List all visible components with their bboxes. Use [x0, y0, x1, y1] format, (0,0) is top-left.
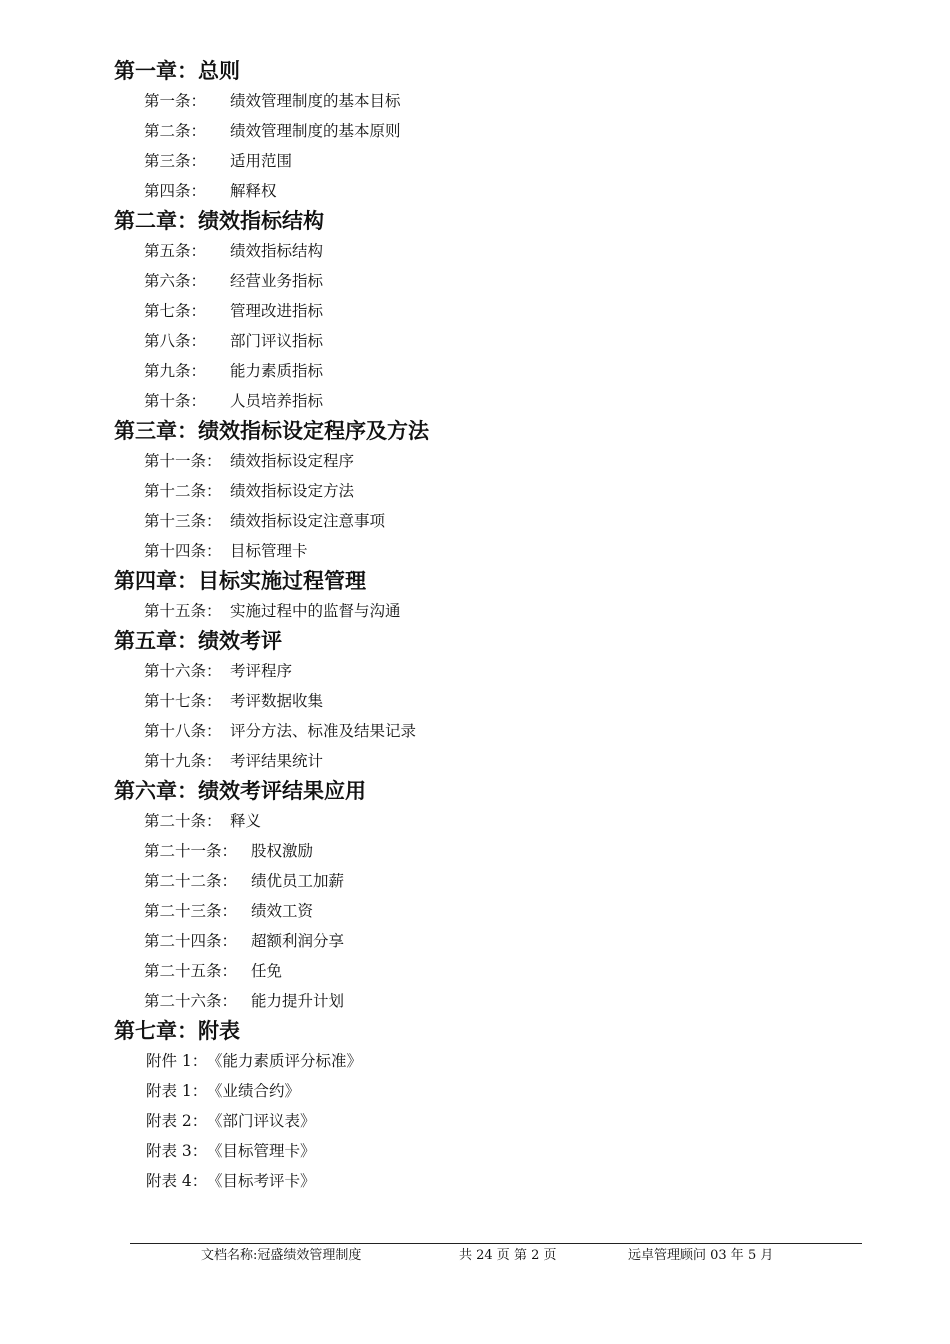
article-title: 《部门评议表》: [207, 1112, 316, 1130]
toc-item: [114, 176, 874, 206]
article-number: 附表 4：: [146, 1172, 208, 1190]
article-title: 绩优员工加薪: [251, 872, 345, 890]
article-title: 绩效管理制度的基本目标: [230, 92, 401, 110]
article-title: 绩效指标结构: [230, 242, 324, 260]
article-title: 解释权: [230, 182, 277, 200]
toc-item: [114, 386, 874, 416]
toc-item: [114, 956, 874, 986]
article-title: 考评结果统计: [230, 752, 324, 770]
toc-item: [114, 236, 874, 266]
article-number: 第十一条：: [144, 452, 222, 470]
article-number: 第二十一条：: [144, 842, 238, 860]
toc-item: [114, 686, 874, 716]
article-number: 第十九条：: [144, 752, 222, 770]
chapter-heading: 第三章：绩效指标设定程序及方法: [114, 419, 429, 443]
article-title: 人员培养指标: [230, 392, 324, 410]
article-number: 第十八条：: [144, 722, 222, 740]
article-title: 目标管理卡: [230, 542, 308, 560]
article-title: 部门评议指标: [230, 332, 324, 350]
article-number: 第二十三条：: [144, 902, 238, 920]
chapter-heading: 第四章：目标实施过程管理: [114, 569, 366, 593]
footer-document-name: 文档名称:冠盛绩效管理制度: [201, 1248, 362, 1263]
article-number: 附表 3：: [146, 1142, 208, 1160]
chapter-heading: 第二章：绩效指标结构: [114, 209, 324, 233]
toc-item: [114, 116, 874, 146]
article-number: 第二十条：: [144, 812, 222, 830]
toc-item: [114, 476, 874, 506]
article-number: 第十六条：: [144, 662, 222, 680]
article-title: 实施过程中的监督与沟通: [230, 602, 401, 620]
toc-item: [114, 896, 874, 926]
article-number: 第一条：: [144, 92, 207, 110]
toc-item: [114, 656, 874, 686]
article-number: 第四条：: [144, 182, 207, 200]
article-number: 第七条：: [144, 302, 207, 320]
toc-item: [114, 1166, 874, 1196]
article-title: 任免: [251, 962, 283, 980]
toc-item: [114, 146, 874, 176]
article-title: 《能力素质评分标准》: [207, 1052, 363, 1070]
article-number: 第三条：: [144, 152, 207, 170]
article-title: 能力提升计划: [251, 992, 345, 1010]
chapter-heading: 第六章：绩效考评结果应用: [114, 779, 366, 803]
article-number: 附件 1：: [146, 1052, 208, 1070]
article-title: 绩效指标设定程序: [230, 452, 355, 470]
toc-item: [114, 86, 874, 116]
article-number: 第二十六条：: [144, 992, 238, 1010]
table-of-contents: [114, 56, 874, 1196]
toc-item: [114, 986, 874, 1016]
article-title: 能力素质指标: [230, 362, 324, 380]
article-title: 管理改进指标: [230, 302, 324, 320]
toc-item: [114, 296, 874, 326]
toc-item: [114, 806, 874, 836]
article-title: 绩效指标设定注意事项: [230, 512, 386, 530]
article-number: 第六条：: [144, 272, 207, 290]
toc-item: [114, 746, 874, 776]
chapter-heading: 第一章：总则: [114, 59, 240, 83]
footer-divider: [130, 1243, 862, 1244]
toc-item: [114, 266, 874, 296]
chapter-heading: 第七章：附表: [114, 1019, 240, 1043]
article-title: 《目标管理卡》: [207, 1142, 316, 1160]
toc-item: [114, 1106, 874, 1136]
article-title: 《业绩合约》: [207, 1082, 301, 1100]
article-number: 附表 1：: [146, 1082, 208, 1100]
toc-item: [114, 1046, 874, 1076]
article-number: 附表 2：: [146, 1112, 208, 1130]
article-number: 第十条：: [144, 392, 207, 410]
toc-item: [114, 596, 874, 626]
toc-item: [114, 536, 874, 566]
toc-item: [114, 356, 874, 386]
toc-item: [114, 1136, 874, 1166]
toc-item: [114, 926, 874, 956]
toc-item: [114, 1076, 874, 1106]
article-title: 释义: [230, 812, 262, 830]
article-number: 第十二条：: [144, 482, 222, 500]
toc-item: [114, 506, 874, 536]
article-number: 第十四条：: [144, 542, 222, 560]
footer-page-info: 共 24 页 第 2 页: [459, 1248, 557, 1263]
article-title: 《目标考评卡》: [207, 1172, 316, 1190]
toc-item: [114, 446, 874, 476]
article-title: 绩效工资: [251, 902, 314, 920]
article-title: 考评数据收集: [230, 692, 324, 710]
article-number: 第十五条：: [144, 602, 222, 620]
article-number: 第二十二条：: [144, 872, 238, 890]
article-title: 股权激励: [251, 842, 314, 860]
article-title: 绩效指标设定方法: [230, 482, 355, 500]
article-number: 第十三条：: [144, 512, 222, 530]
article-number: 第二条：: [144, 122, 207, 140]
toc-item: [114, 716, 874, 746]
article-number: 第九条：: [144, 362, 207, 380]
chapter-heading: 第五章：绩效考评: [114, 629, 282, 653]
article-number: 第五条：: [144, 242, 207, 260]
article-number: 第十七条：: [144, 692, 222, 710]
article-title: 适用范围: [230, 152, 293, 170]
article-title: 超额利润分享: [251, 932, 345, 950]
footer-author-date: 远卓管理顾问 03 年 5 月: [628, 1248, 774, 1263]
article-title: 评分方法、标准及结果记录: [230, 722, 417, 740]
article-title: 考评程序: [230, 662, 293, 680]
article-number: 第二十五条：: [144, 962, 238, 980]
article-number: 第八条：: [144, 332, 207, 350]
article-title: 绩效管理制度的基本原则: [230, 122, 401, 140]
article-number: 第二十四条：: [144, 932, 238, 950]
toc-item: [114, 866, 874, 896]
toc-item: [114, 836, 874, 866]
article-title: 经营业务指标: [230, 272, 324, 290]
toc-item: [114, 326, 874, 356]
